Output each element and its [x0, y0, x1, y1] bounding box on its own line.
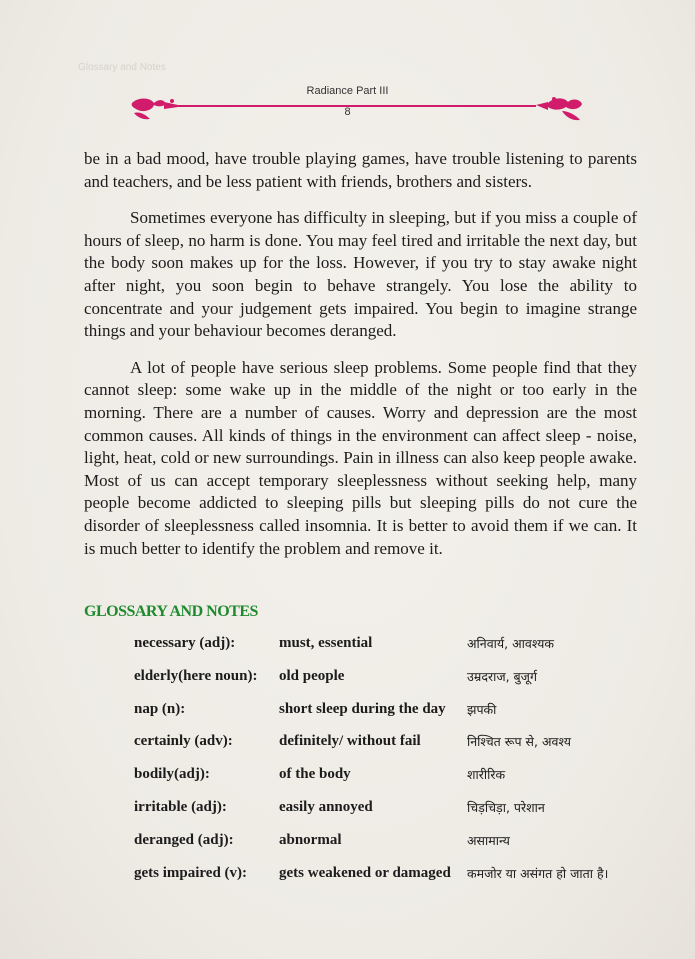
- glossary-hindi: कमजोर या असंगत हो जाता है।: [467, 865, 609, 881]
- glossary-term: elderly(here noun):: [134, 667, 258, 684]
- glossary-row: [134, 865, 654, 898]
- glossary-meaning: of the body: [279, 766, 351, 783]
- glossary-table: [134, 635, 654, 897]
- glossary-meaning: short sleep during the day: [279, 700, 446, 717]
- glossary-meaning: easily annoyed: [279, 798, 373, 815]
- paragraph: A lot of people have serious sleep problems. Some people find that they cannot sleep: some wake up in the middle of the night or too early in the morning. There are a number of causes. Worry and depression are the most common causes. All kinds of things in the environment can affect sleep - noise, light, heat, cold or new surroundings. Pain in illness can also keep people awake. Most of us can accept temporary sleeplessness without seeking help, many people become addicted to sleeping pills but sleeping pills do not cure the disorder of sleeplessness called insomnia. It is better to avoid them if we can. It is much better to identify the problem and remove it.: [84, 357, 637, 558]
- glossary-hindi: निश्चित रूप से, अवश्य: [467, 734, 572, 750]
- glossary-term: bodily(adj):: [134, 766, 210, 783]
- glossary-hindi: असामान्य: [467, 832, 510, 848]
- glossary-hindi: उम्रदराज, बुजूर्ग: [467, 668, 537, 684]
- glossary-meaning: abnormal: [279, 831, 342, 848]
- glossary-row: [134, 635, 654, 668]
- glossary-meaning: gets weakened or damaged: [279, 864, 451, 881]
- glossary-term: deranged (adj):: [134, 831, 234, 848]
- glossary-term: necessary (adj):: [134, 635, 236, 651]
- glossary-row: [134, 766, 654, 799]
- glossary-hindi: अनिवार्य, आवश्यक: [467, 636, 554, 651]
- paragraph-continuation: be in a bad mood, have trouble playing games, have trouble listening to parents and teachers, and be less patient with friends, brothers and sisters.: [84, 149, 637, 191]
- glossary-row: [134, 832, 654, 865]
- glossary-term: gets impaired (v):: [134, 864, 248, 881]
- bleed-through-text: Glossary and Notes: [78, 62, 166, 73]
- glossary-hindi: झपकी: [467, 701, 497, 717]
- glossary-meaning: old people: [279, 667, 345, 684]
- glossary-row: [134, 733, 654, 766]
- glossary-hindi: शारीरिक: [467, 767, 506, 783]
- glossary-row: [134, 799, 654, 832]
- glossary-term: certainly (adv):: [134, 733, 233, 750]
- glossary-row: [134, 668, 654, 701]
- page-number: 8: [344, 106, 351, 118]
- glossary-hindi: चिड़चिड़ा, परेशान: [467, 799, 545, 815]
- glossary-heading: GLOSSARY AND NOTES: [84, 603, 258, 620]
- glossary-term: nap (n):: [134, 700, 186, 717]
- glossary-row: [134, 701, 654, 734]
- glossary-term: irritable (adj):: [134, 798, 227, 815]
- glossary-meaning: must, essential: [279, 635, 373, 651]
- body-text: [84, 148, 637, 574]
- paragraph: Sometimes everyone has difficulty in sleeping, but if you miss a couple of hours of sleep, no harm is done. You may feel tired and irritable the next day, but the body soon makes up for the loss. However, if you try to stay awake night after night, you soon begin to behave strangely. You lose the ability to concentrate and your judgement gets impaired. You begin to imagine strange things and your behaviour becomes deranged.: [84, 208, 637, 341]
- glossary-meaning: definitely/ without fail: [279, 733, 421, 750]
- running-title: Radiance Part III: [306, 85, 389, 97]
